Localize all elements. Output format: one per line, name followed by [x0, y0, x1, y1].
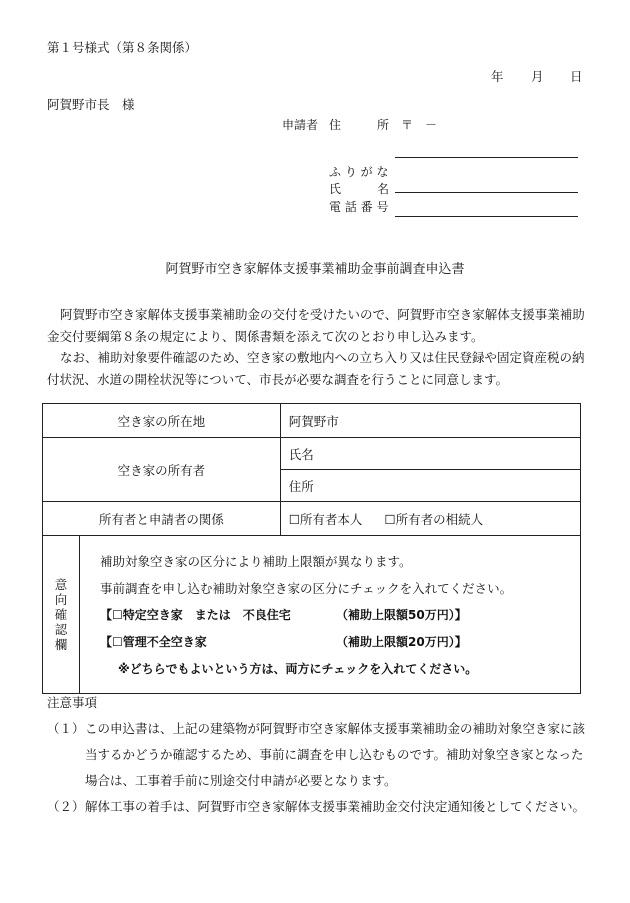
- body-paragraph-1: 阿賀野市空き家解体支援事業補助金の交付を受けたいので、阿賀野市空き家解体支援事業補助金交付要綱第８条の規定により、関係書類を添えて次のとおり申し込みます。: [47, 307, 585, 344]
- notes-heading: 注意事項: [47, 695, 98, 710]
- body-text: [47, 304, 587, 390]
- addressee: 阿賀野市長 様: [47, 97, 135, 112]
- intent-content: [80, 536, 581, 694]
- option-b-limit: （補助上限額20万円）】: [336, 635, 467, 649]
- phone-label: 電 話 番 号: [329, 200, 389, 214]
- relation-checkbox-owner[interactable]: ☐所有者本人: [288, 511, 363, 527]
- postal-mark: 〒 －: [401, 118, 438, 132]
- relation-checkbox-heir[interactable]: ☐所有者の相続人: [384, 511, 484, 527]
- both-options-note: ※どちらでもよいという方は、両方にチェックを入れてください。: [118, 662, 478, 676]
- location-label: 空き家の所在地: [43, 404, 281, 438]
- notes-section: [47, 692, 592, 820]
- relation-label: 所有者と申請者の関係: [43, 502, 281, 536]
- application-table: [42, 403, 581, 694]
- relation-row: [43, 502, 581, 536]
- furigana-label: ふ り が な: [329, 165, 389, 179]
- applicant-address-label: 住 所: [329, 118, 390, 132]
- option-b-label: 【☐管理不全空き家: [100, 635, 207, 649]
- note-number-2: （２）: [47, 799, 85, 814]
- note-text-2: 解体工事の着手は、阿賀野市空き家解体支援事業補助金交付決定通知後としてください。: [85, 799, 586, 814]
- document-title: 阿賀野市空き家解体支援事業補助金事前調査申込書: [165, 262, 465, 277]
- option-specific-vacant-house[interactable]: [100, 602, 580, 629]
- phone-underline: [395, 216, 578, 217]
- location-value[interactable]: 阿賀野市: [280, 404, 580, 438]
- form-number: 第１号様式（第８条関係）: [47, 40, 198, 55]
- intent-row: [43, 536, 581, 694]
- relation-options: [280, 502, 580, 536]
- name-label: 氏 名: [329, 182, 390, 196]
- address-underline: [395, 157, 578, 158]
- note-item-2: [47, 794, 592, 820]
- applicant-role-label: 申請者: [282, 118, 319, 132]
- name-underline: [395, 192, 578, 193]
- option-poorly-managed-house[interactable]: [100, 629, 580, 656]
- date-day: 日: [570, 69, 583, 84]
- owner-name-field[interactable]: 氏名: [280, 438, 580, 470]
- date-year: 年: [491, 69, 504, 84]
- intent-line-2: 事前調査を申し込む補助対象空き家の区分にチェックを入れてください。: [100, 581, 513, 596]
- body-paragraph-2: なお、補助対象要件確認のため、空き家の敷地内への立ち入り又は住民登録や固定資産税の納付状況、水道の開栓状況等について、市長が必要な調査を行うことに同意します。: [47, 350, 585, 387]
- intent-line-1: 補助対象空き家の区分により補助上限額が異なります。: [100, 554, 412, 569]
- owner-name-row: [43, 438, 581, 470]
- owner-label: 空き家の所有者: [43, 438, 281, 502]
- option-a-label: 【☐特定空き家 または 不良住宅: [100, 608, 291, 622]
- note-number-1: （１）: [47, 721, 85, 736]
- owner-address-field[interactable]: 住所: [280, 470, 580, 502]
- date-month: 月: [531, 69, 544, 84]
- intent-label-cell: [43, 536, 80, 694]
- note-text-1: この申込書は、上記の建築物が阿賀野市空き家解体支援事業補助金の補助対象空き家に該当するかどうか確認するため、事前に調査を申し込むものです。補助対象空き家となった場合は、工事着手前に別途交付申請が必要となります。: [85, 721, 586, 788]
- location-row: [43, 404, 581, 438]
- note-item-1: [47, 716, 592, 794]
- intent-label: 意向確認欄: [54, 577, 68, 652]
- option-a-limit: （補助上限額50万円）】: [336, 608, 467, 622]
